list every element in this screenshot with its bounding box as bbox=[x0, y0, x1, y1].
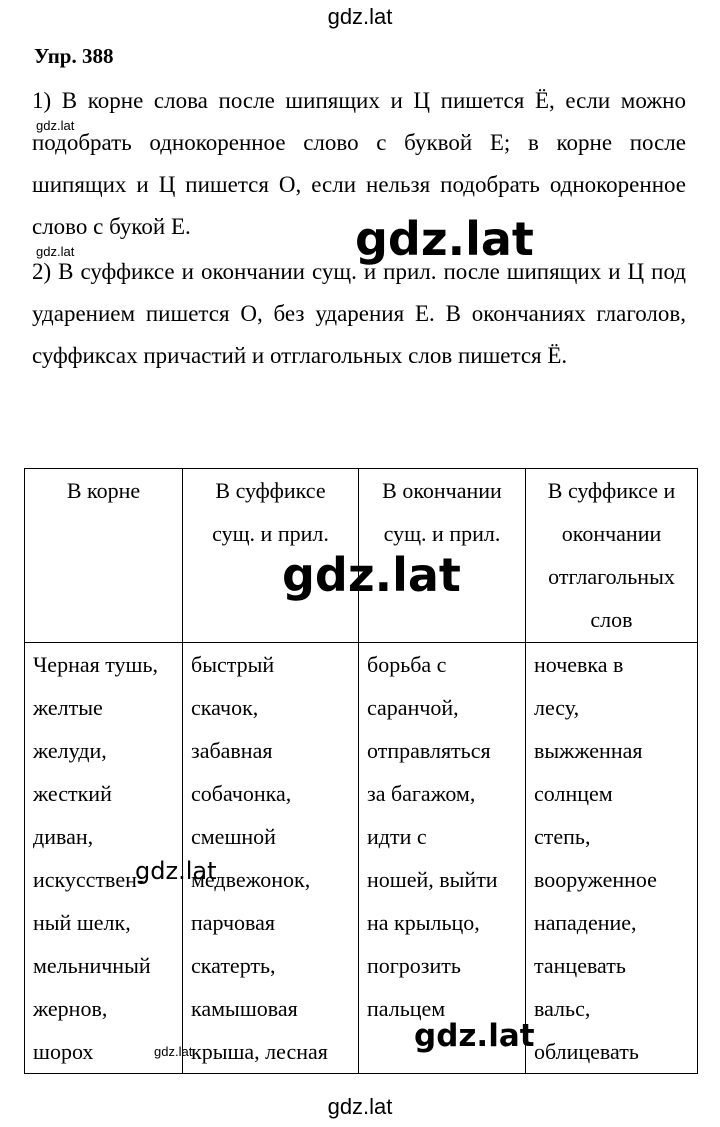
example-line: погрозить bbox=[367, 953, 461, 978]
header-line: В корне bbox=[66, 478, 141, 503]
example-line: вооруженное bbox=[534, 867, 657, 892]
example-line: парчовая bbox=[191, 910, 276, 935]
watermark-small: gdz.lat bbox=[154, 1044, 193, 1059]
header-line: В окончании bbox=[382, 478, 502, 503]
column-verbal-examples bbox=[526, 643, 698, 1074]
header-line: окончании bbox=[561, 521, 662, 546]
example-line: нападение, bbox=[534, 910, 637, 935]
example-line: борьба с bbox=[367, 652, 447, 677]
example-line: ночевка в bbox=[534, 652, 624, 677]
example-line: крыша, лесная bbox=[191, 1039, 328, 1064]
example-line: быстрый bbox=[191, 652, 275, 677]
column-ending-examples bbox=[359, 643, 526, 1074]
example-line: жесткий bbox=[33, 781, 112, 806]
example-line: собачонка, bbox=[191, 781, 292, 806]
example-line: медвежонок, bbox=[191, 867, 311, 892]
rule-paragraph-2: 2) В суффиксе и окончании сущ. и прил. после шипящих и Ц под ударением пишется О, без ударения Е. В окончаниях глаголов, суффиксах причастий и отглагольных слов пишется Ё. bbox=[32, 259, 686, 368]
example-line: камышовая bbox=[191, 996, 298, 1021]
example-line: степь, bbox=[534, 824, 591, 849]
example-line: смешной bbox=[191, 824, 276, 849]
example-line: пальцем bbox=[367, 996, 446, 1021]
watermark-top: gdz.lat bbox=[327, 4, 393, 29]
example-line: идти с bbox=[367, 824, 427, 849]
example-line: жернов, bbox=[33, 996, 108, 1021]
watermark-bottom: gdz.lat bbox=[327, 1094, 393, 1119]
example-line: лесу, bbox=[534, 695, 580, 720]
table-body-row bbox=[25, 643, 698, 1074]
example-line: на крыльцо, bbox=[367, 910, 480, 935]
rule-paragraph-1: 1) В корне слова после шипящих и Ц пишется Ё, если можно подобрать однокоренное слово с буквой Е; в корне после шипящих и Ц пишется О, если нельзя подобрать однокоренное слово с букой Е. bbox=[32, 88, 686, 239]
example-line: выжженная bbox=[534, 738, 643, 763]
header-line: В суффиксе и bbox=[547, 478, 676, 503]
watermark-small: gdz.lat bbox=[36, 118, 75, 133]
example-line: желтые bbox=[33, 695, 103, 720]
watermark-bold: gdz.lat bbox=[414, 1018, 535, 1054]
example-line: Черная тушь, bbox=[33, 652, 159, 677]
watermark-small: gdz.lat bbox=[36, 244, 75, 259]
example-line: саранчой, bbox=[367, 695, 459, 720]
example-line: мельничный bbox=[33, 953, 151, 978]
header-line: слов bbox=[590, 607, 633, 632]
exercise-title: Упр. 388 bbox=[34, 44, 114, 68]
example-line: скатерть, bbox=[191, 953, 276, 978]
example-line: за багажом, bbox=[367, 781, 476, 806]
watermark-medium: gdz.lat bbox=[135, 857, 217, 885]
example-line: вальс, bbox=[534, 996, 591, 1021]
header-line: сущ. и прил. bbox=[212, 521, 329, 546]
example-line: шорох bbox=[33, 1039, 94, 1064]
header-line: сущ. и прил. bbox=[383, 521, 501, 546]
example-line: отправляться bbox=[367, 738, 491, 763]
watermark-large: gdz.lat bbox=[282, 548, 461, 602]
example-line: ный шелк, bbox=[33, 910, 131, 935]
example-line: ношей, выйти bbox=[367, 867, 498, 892]
example-line: диван, bbox=[33, 824, 94, 849]
example-line: скачок, bbox=[191, 695, 259, 720]
header-line: отглагольных bbox=[548, 564, 675, 589]
example-line: танцевать bbox=[534, 953, 626, 978]
example-line: забавная bbox=[191, 738, 273, 763]
example-line: желуди, bbox=[33, 738, 107, 763]
header-line: В суффиксе bbox=[215, 478, 326, 503]
example-line: облицевать bbox=[534, 1039, 639, 1064]
header-cell-verbal bbox=[526, 469, 698, 643]
watermark-large: gdz.lat bbox=[355, 212, 534, 266]
header-cell-root bbox=[25, 469, 183, 643]
example-line: солнцем bbox=[534, 781, 613, 806]
example-line: искусствен- bbox=[33, 867, 145, 892]
